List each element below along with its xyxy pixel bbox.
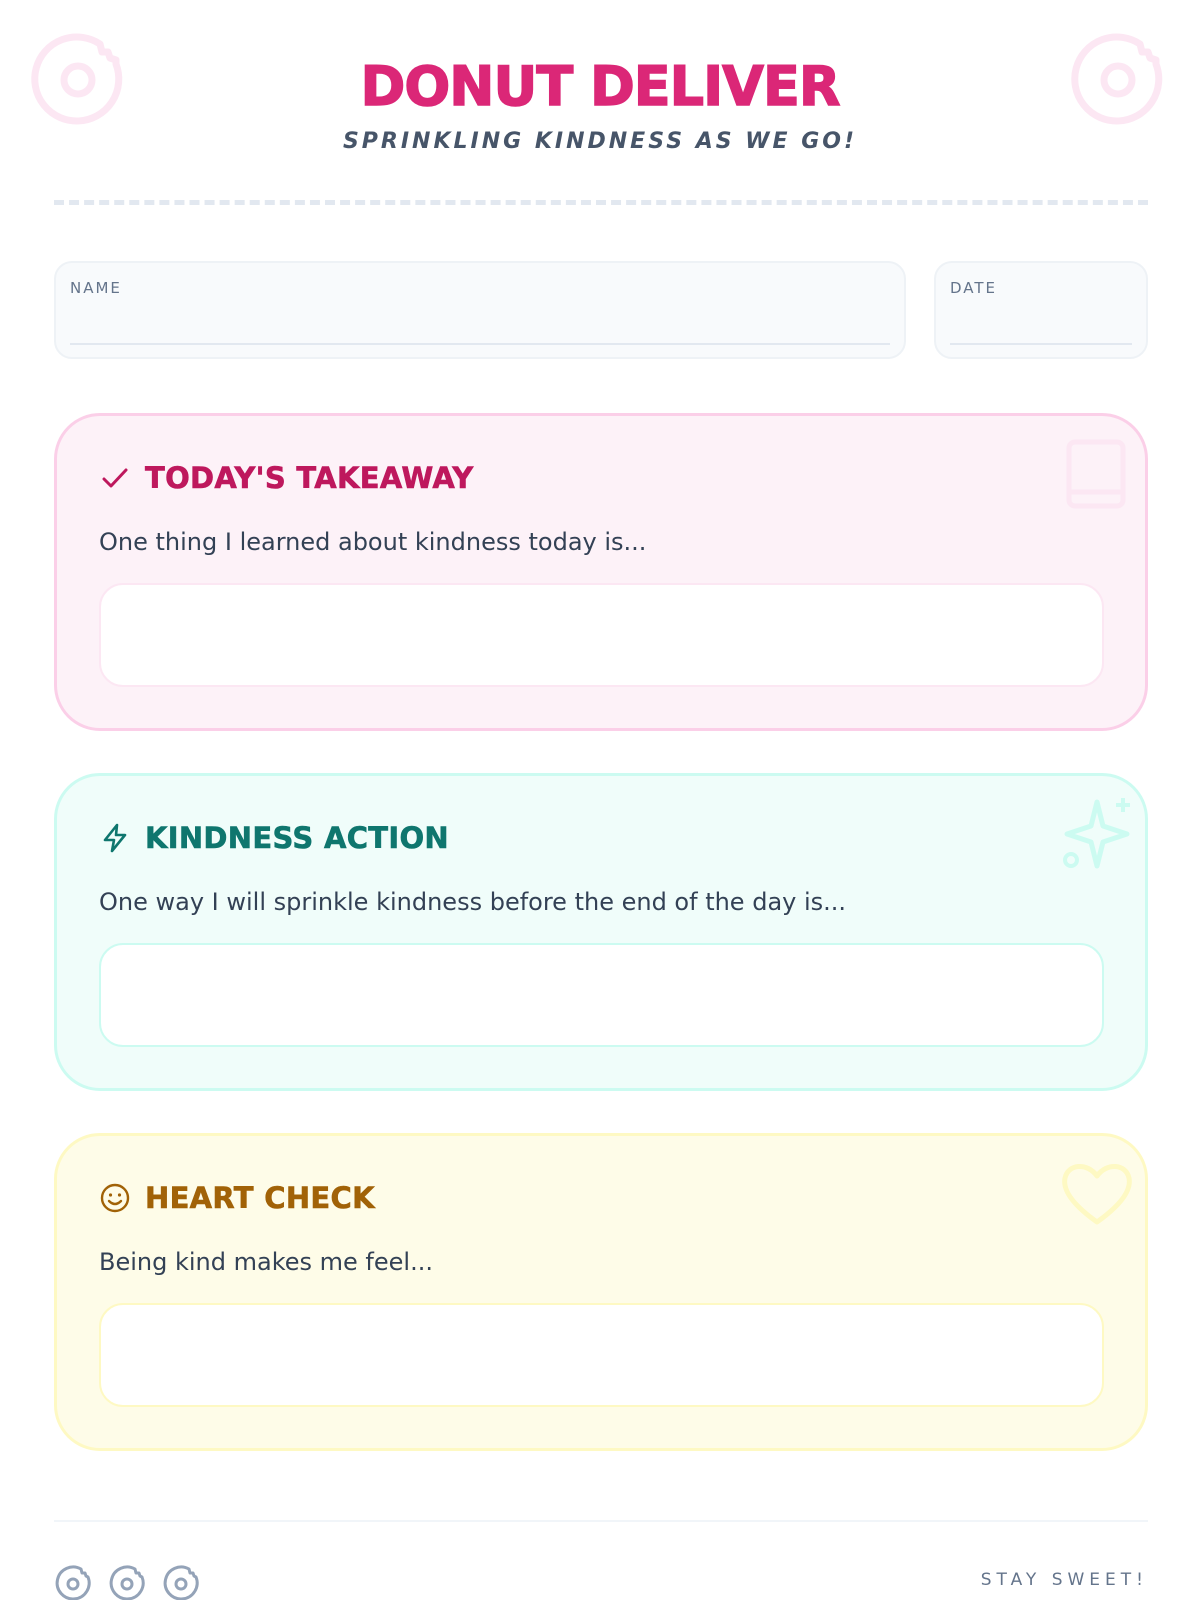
footer-donuts [54, 1563, 202, 1600]
footer-divider [54, 1520, 1148, 1522]
heart-icon [1059, 1156, 1135, 1232]
section-kindness-action [54, 773, 1148, 1091]
book-icon [1059, 436, 1135, 512]
page-header [0, 55, 1200, 154]
lightning-icon [99, 822, 131, 854]
answer-box[interactable] [99, 1303, 1104, 1407]
page-title: DONUT DELIVER [360, 55, 840, 118]
dashed-divider [54, 200, 1148, 205]
donut-icon [162, 1563, 202, 1600]
section-prompt: One thing I learned about kindness today is... [99, 528, 647, 556]
footer-tagline: STAY SWEET! [980, 1570, 1148, 1590]
sparkle-icon [1059, 796, 1135, 872]
section-heart-check [54, 1133, 1148, 1451]
name-label: NAME [70, 279, 122, 297]
date-input-line[interactable] [950, 343, 1132, 345]
section-title: HEART CHECK [145, 1181, 375, 1215]
donut-icon [54, 1563, 94, 1600]
answer-box[interactable] [99, 943, 1104, 1047]
page-subtitle: SPRINKLING KINDNESS AS WE GO! [342, 129, 858, 154]
donut-icon [108, 1563, 148, 1600]
date-label: DATE [950, 279, 998, 297]
section-title: KINDNESS ACTION [145, 821, 449, 855]
answer-box[interactable] [99, 583, 1104, 687]
name-input-line[interactable] [70, 343, 890, 345]
section-todays-takeaway [54, 413, 1148, 731]
smiley-icon [99, 1182, 131, 1214]
check-icon [99, 462, 131, 494]
section-title: TODAY'S TAKEAWAY [145, 461, 474, 495]
name-field[interactable] [54, 261, 906, 359]
date-field[interactable] [934, 261, 1148, 359]
section-prompt: Being kind makes me feel... [99, 1248, 433, 1276]
section-prompt: One way I will sprinkle kindness before the end of the day is... [99, 888, 847, 916]
